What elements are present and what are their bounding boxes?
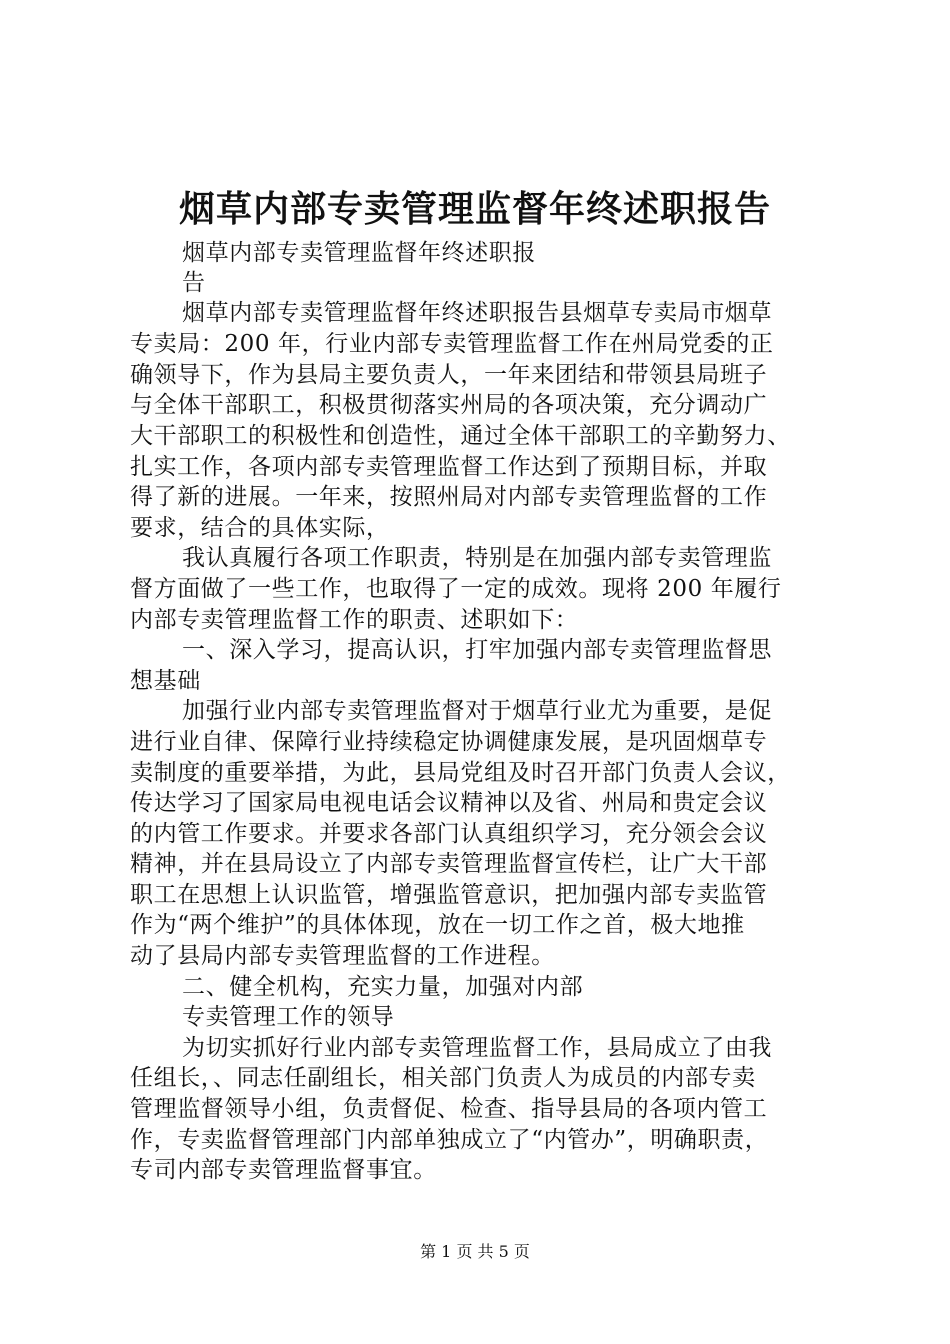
body-line: 想基础 bbox=[130, 668, 201, 694]
page-footer: 第 1 页 共 5 页 bbox=[420, 1242, 530, 1261]
body-line: 大干部职工的积极性和创造性，通过全体干部职工的辛勤努力、 bbox=[130, 423, 791, 449]
body-line: 督方面做了一些工作，也取得了一定的成效。现将 200 年履行 bbox=[130, 576, 782, 602]
body-line: 得了新的进展。一年来，按照州局对内部专卖管理监督的工作 bbox=[130, 484, 768, 510]
body-line: 烟草内部专卖管理监督年终述职报告县烟草专卖局市烟草 bbox=[182, 300, 772, 326]
body-line: 二、健全机构，充实力量，加强对内部 bbox=[182, 974, 584, 1000]
body-line: 职工在思想上认识监管，增强监管意识，把加强内部专卖监管 bbox=[130, 882, 768, 908]
body-line: 告 bbox=[182, 270, 206, 296]
body-line: 确领导下，作为县局主要负责人，一年来团结和带领县局班子 bbox=[130, 362, 768, 388]
body-line: 扎实工作，各项内部专卖管理监督工作达到了预期目标，并取 bbox=[130, 454, 768, 480]
body-line: 卖制度的重要举措，为此，县局党组及时召开部门负责人会议， bbox=[130, 760, 791, 786]
body-line: 为切实抓好行业内部专卖管理监督工作，县局成立了由我 bbox=[182, 1035, 772, 1061]
body-line: 传达学习了国家局电视电话会议精神以及省、州局和贵定会议 bbox=[130, 790, 768, 816]
body-line: 专司内部专卖管理监督事宜。 bbox=[130, 1157, 437, 1183]
body-line: 与全体干部职工，积极贯彻落实州局的各项决策，充分调动广 bbox=[130, 392, 768, 418]
body-line: 的内管工作要求。并要求各部门认真组织学习，充分领会会议 bbox=[130, 821, 768, 847]
body-line: 管理监督领导小组，负责督促、检查、指导县局的各项内管工 bbox=[130, 1096, 768, 1122]
body-line: 作，专卖监督管理部门内部单独成立了“内管办”，明确职责， bbox=[130, 1127, 769, 1153]
page-title: 烟草内部专卖管理监督年终述职报告 bbox=[178, 188, 771, 230]
body-line: 内部专卖管理监督工作的职责、述职如下： bbox=[130, 607, 579, 633]
body-line: 作为“两个维护”的具体体现，放在一切工作之首，极大地推 bbox=[130, 912, 745, 938]
body-line: 任组长，、同志任副组长，相关部门负责人为成员的内部专卖 bbox=[130, 1065, 756, 1091]
body-line: 要求，结合的具体实际， bbox=[130, 515, 390, 541]
body-line: 烟草内部专卖管理监督年终述职报 bbox=[182, 240, 536, 266]
body-line: 专卖局：200 年，行业内部专卖管理监督工作在州局党委的正 bbox=[130, 331, 774, 357]
body-line: 动了县局内部专卖管理监督的工作进程。 bbox=[130, 943, 555, 969]
body-line: 一、深入学习，提高认识，打牢加强内部专卖管理监督思 bbox=[182, 637, 772, 663]
body-line: 进行业自律、保障行业持续稳定协调健康发展，是巩固烟草专 bbox=[130, 729, 768, 755]
body-line: 加强行业内部专卖管理监督对于烟草行业尤为重要，是促 bbox=[182, 698, 772, 724]
body-line: 精神，并在县局设立了内部专卖管理监督宣传栏，让广大干部 bbox=[130, 851, 768, 877]
body-line: 专卖管理工作的领导 bbox=[182, 1004, 395, 1030]
body-line: 我认真履行各项工作职责，特别是在加强内部专卖管理监 bbox=[182, 545, 772, 571]
